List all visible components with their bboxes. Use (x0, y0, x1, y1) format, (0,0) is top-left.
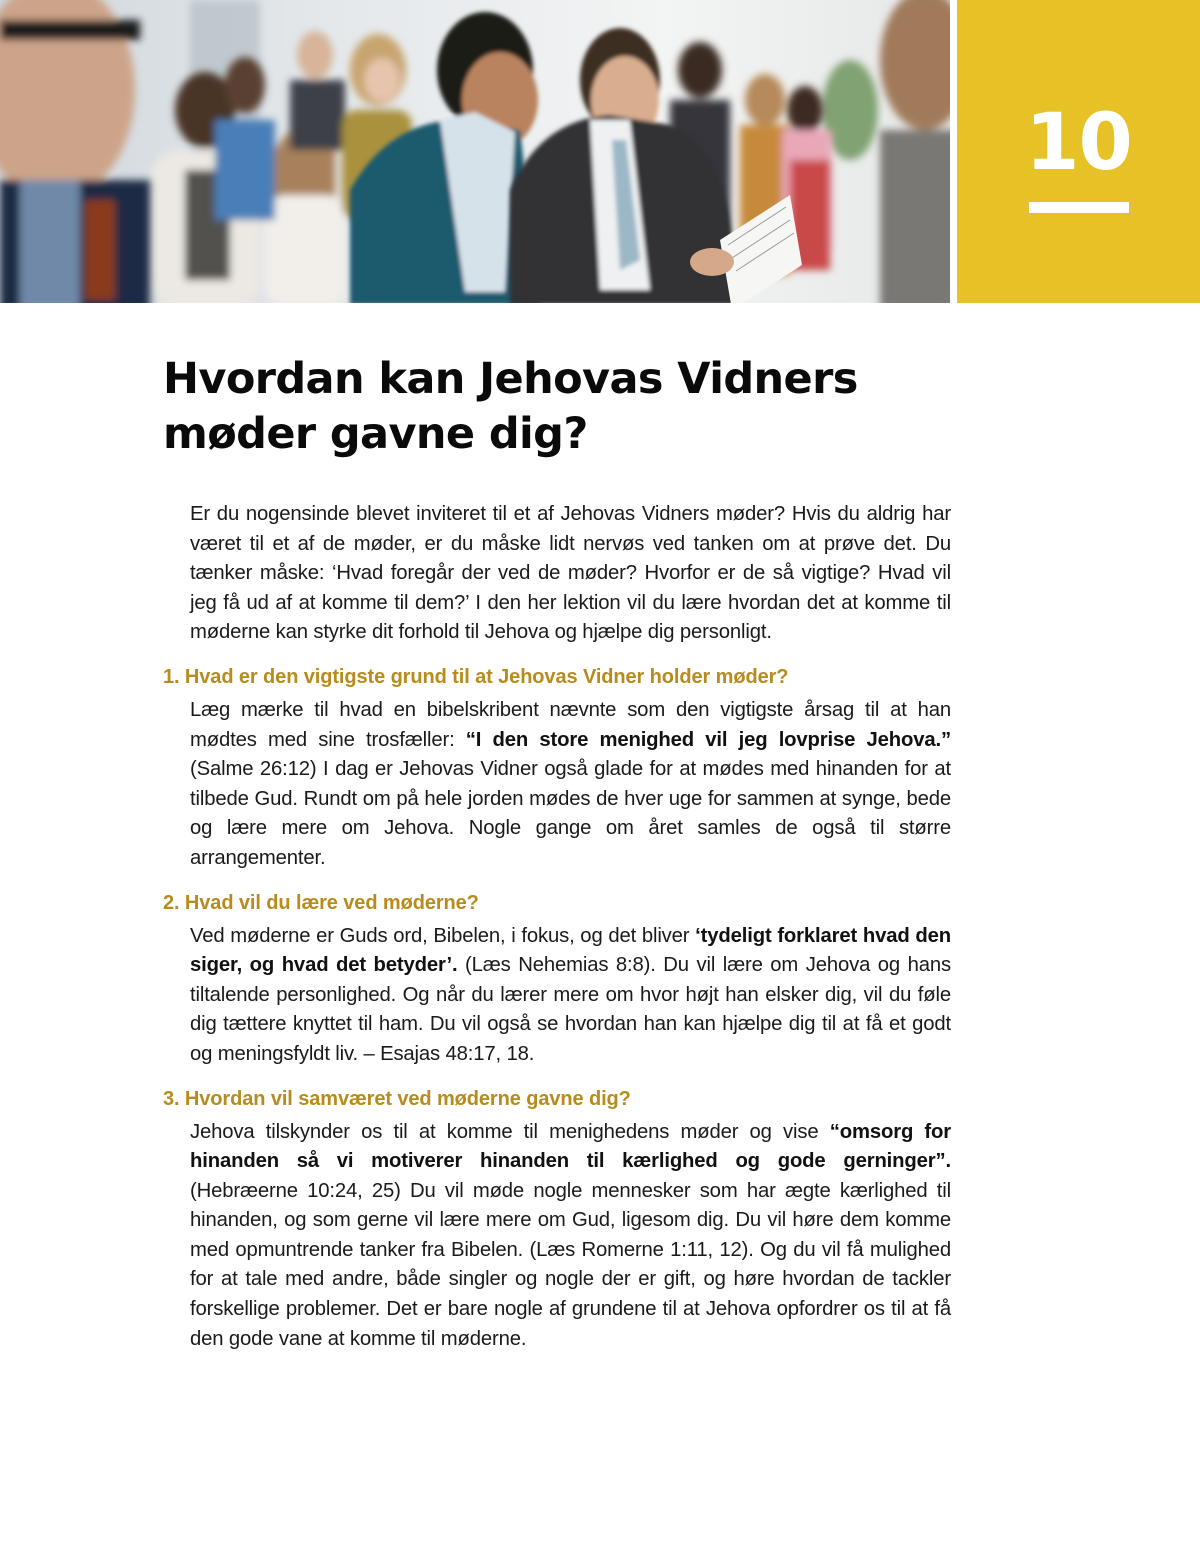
scripture-quote: ‘tydeligt forklaret hvad den siger, og hvad det betyder’. (190, 924, 951, 977)
hero-photo (0, 0, 950, 303)
text-before: Jehova tilskynder os til at komme til menighedens møder og vise (190, 1120, 830, 1143)
intro-paragraph: Er du nogensinde blevet inviteret til et af Jehovas Vidners møder? Hvis du aldrig har været til et af de møder, er du måske lidt nervøs ved tanken om at prøve det. Du tænker måske: ‘Hvad foregår der ved de møder? Hvorfor er de så vigtige? Hvad vil jeg få ud af at komme til dem?’ I den her lektion vil du lære hvordan det at komme til møderne kan styrke dit forhold til Jehova og hjælpe dig personligt. (190, 503, 951, 644)
text-before: Læg mærke til hvad en bibelskribent nævnte som den vigtigste årsag til at han mødtes med sine trosfæller: (190, 698, 951, 751)
section-3 (163, 1084, 951, 1355)
lesson-number-badge (957, 0, 1200, 303)
section-heading: 1. Hvad er den vigtigste grund til at Jehovas Vidner holder møder? (163, 665, 789, 688)
section-heading: 3. Hvordan vil samværet ved møderne gavne dig? (163, 1087, 631, 1110)
text-after: (Salme 26:12) I dag er Jehovas Vidner også glade for at mødes med hinanden for at tilbede Gud. Rundt om på hele jorden mødes de hver uge for sammen at synge, bede og lære mere om Jehova. Nogle gange om året samles de også til større arrangementer. (190, 758, 951, 869)
section-2 (163, 888, 951, 1070)
section-paragraph (190, 922, 951, 1070)
section-paragraph (190, 696, 951, 874)
lesson-number-underline (1029, 202, 1129, 213)
section-heading: 2. Hvad vil du lære ved møderne? (163, 891, 479, 914)
text-after: (Hebræerne 10:24, 25) Du vil møde nogle mennesker som har ægte kærlighed til hinanden, og som gerne vil lære mere om Gud, ligesom dig. Du vil høre dem komme med opmuntrende tanker fra Bibelen. (Læs Romerne 1:11, 12). Og du vil få mulighed for at tale med andre, både singler og nogle der er gift, og høre hvordan de tackler forskellige problemer. Det er bare nogle af grundene til at Jehova opfordrer os til at få den gode vane at komme til møderne. (190, 1179, 951, 1350)
scripture-quote: “omsorg for hinanden så vi motiverer hinanden til kærlighed og gode gerninger”. (190, 1120, 951, 1173)
page-title-line-2: møder gavne dig? (163, 409, 588, 459)
lesson-content (163, 500, 951, 1368)
section-1 (163, 662, 951, 874)
meeting-photo-illustration (0, 0, 950, 303)
scripture-quote: “I den store menighed vil jeg lovprise Jehova.” (465, 728, 951, 751)
text-before: Ved møderne er Guds ord, Bibelen, i fokus, og det bliver (190, 924, 696, 947)
page-title-line-1: Hvordan kan Jehovas Vidners (163, 354, 858, 404)
lesson-number: 10 (1025, 98, 1132, 188)
section-paragraph (190, 1118, 951, 1355)
text-after: (Læs Nehemias 8:8). Du vil lære om Jehova og hans tiltalende personlighed. Og når du lærer mere om hvor højt han elsker dig, vil du føle dig tættere knyttet til ham. Du vil også se hvordan han kan hjælpe dig til at få et godt og meningsfyldt liv. – Esajas 48:17, 18. (190, 954, 951, 1065)
page-title (163, 352, 963, 462)
